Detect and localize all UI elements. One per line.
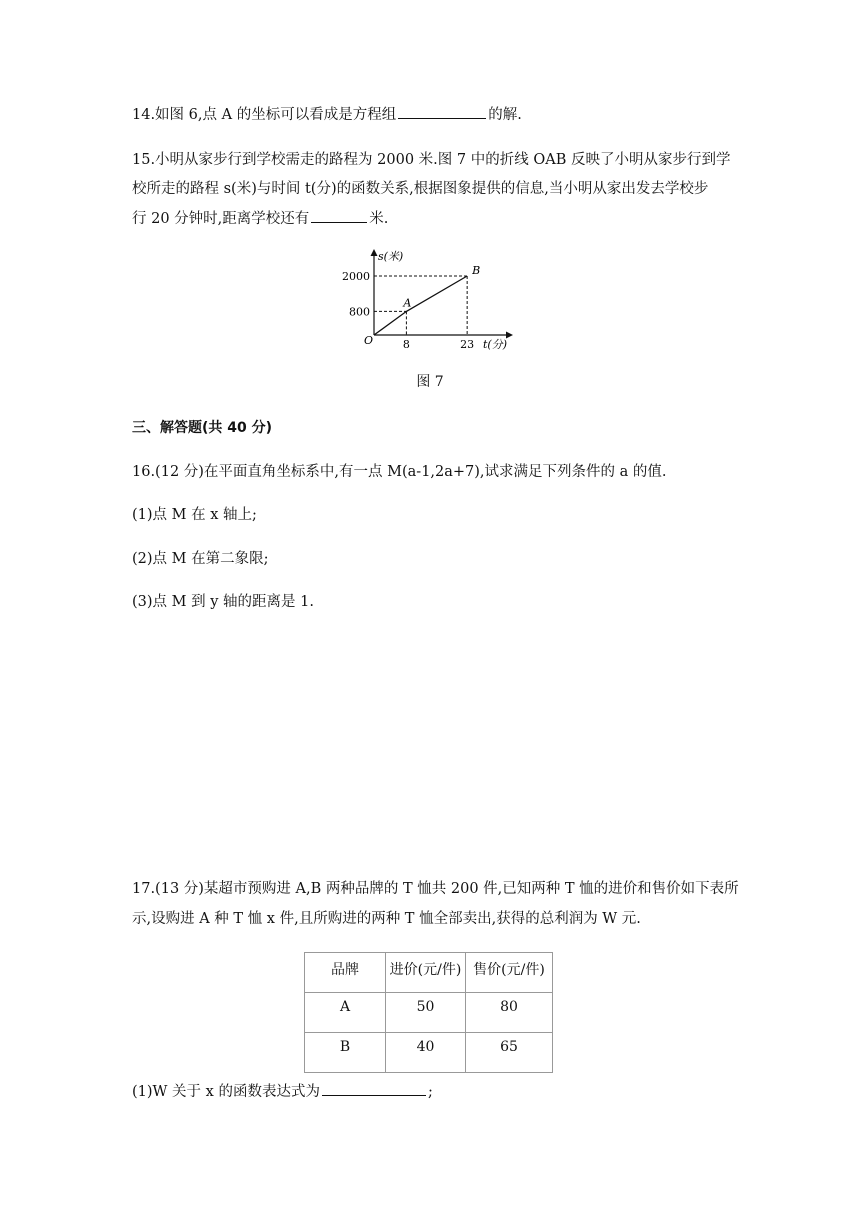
series-line-oab	[374, 276, 467, 335]
table-cell: A	[305, 993, 386, 1033]
q16-part-3: (3)点 M 到 y 轴的距离是 1.	[132, 594, 314, 610]
y-tick-label: 800	[349, 305, 370, 319]
point-a-label: A	[403, 296, 412, 310]
origin-label: O	[364, 334, 374, 347]
q17-line-1: 17.(13 分)某超市预购进 A,B 两种品牌的 T 恤共 200 件,已知两种 T 恤的进价和售价如下表所	[132, 881, 739, 897]
x-axis-arrow	[506, 332, 513, 339]
q16-part-2: (2)点 M 在第二象限;	[132, 551, 269, 567]
figure-caption: 图 7	[416, 374, 444, 390]
q15-text: 行 20 分钟时,距离学校还有	[132, 211, 310, 227]
q16-part-1: (1)点 M 在 x 轴上;	[132, 507, 257, 523]
q15-line-3	[132, 208, 388, 229]
table-header-row	[305, 953, 553, 993]
q17-text-end: ;	[427, 1084, 433, 1100]
price-table	[304, 952, 553, 1073]
y-axis-arrow	[371, 249, 378, 256]
table-cell: 65	[466, 1033, 553, 1073]
table-header-cell: 售价(元/件)	[466, 953, 553, 993]
q16-stem: 16.(12 分)在平面直角坐标系中,有一点 M(a-1,2a+7),试求满足下列条件的 a 的值.	[132, 464, 667, 480]
q15-text-end: 米.	[369, 211, 389, 227]
table-header-cell: 进价(元/件)	[386, 953, 466, 993]
x-tick-label: 8	[402, 338, 410, 351]
table-cell: 50	[386, 993, 466, 1033]
figure-7-graph	[330, 245, 530, 355]
x-tick-label: 23	[460, 338, 475, 351]
x-axis-label: t(分)	[483, 338, 508, 351]
answer-blank-17[interactable]	[322, 1081, 426, 1096]
table-header-cell: 品牌	[305, 953, 386, 993]
table-cell: B	[305, 1033, 386, 1073]
q14-text: 14.如图 6,点 A 的坐标可以看成是方程组	[132, 107, 397, 123]
q17-text: (1)W 关于 x 的函数表达式为	[132, 1084, 320, 1100]
y-tick-label: 2000	[342, 270, 370, 283]
q17-line-2: 示,设购进 A 种 T 恤 x 件,且所购进的两种 T 恤全部卖出,获得的总利润为 W 元.	[132, 911, 641, 927]
table-row	[305, 1033, 553, 1073]
q17-part-1	[132, 1081, 433, 1102]
y-axis-label: s(米)	[378, 250, 404, 263]
question-14	[132, 104, 522, 125]
answer-blank-15[interactable]	[311, 208, 367, 223]
answer-blank-14[interactable]	[398, 104, 486, 119]
table-cell: 40	[386, 1033, 466, 1073]
point-b-label: B	[472, 264, 481, 277]
q15-line-2: 校所走的路程 s(米)与时间 t(分)的函数关系,根据图象提供的信息,当小明从家出发去学校步	[132, 181, 709, 197]
q15-line-1: 15.小明从家步行到学校需走的路程为 2000 米.图 7 中的折线 OAB 反映了小明从家步行到学	[132, 152, 731, 168]
section-title: 三、解答题(共 40 分)	[132, 420, 273, 436]
table-row	[305, 993, 553, 1033]
q14-text-end: 的解.	[488, 107, 522, 123]
table-cell: 80	[466, 993, 553, 1033]
